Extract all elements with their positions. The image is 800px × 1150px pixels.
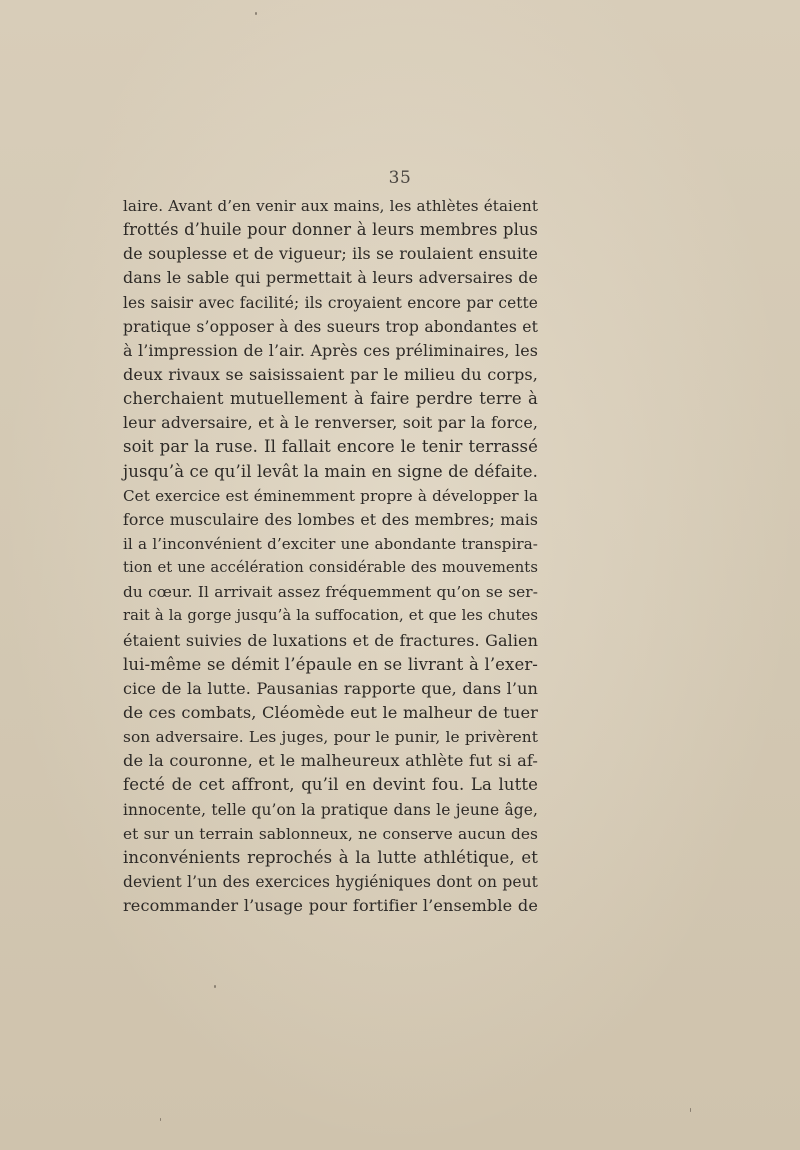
text-line: rait à la gorge jusqu’à la suffocation, et que les chutes	[123, 607, 538, 625]
text-line: deux rivaux se saisissaient par le milieu du corps,	[123, 364, 538, 384]
body-text	[123, 194, 538, 918]
text-line: et sur un terrain sablonneux, ne conserve aucun des	[123, 824, 538, 843]
text-line: laire. Avant d’en venir aux mains, les athlètes étaient	[123, 197, 538, 215]
text-line: cice de la lutte. Pausanias rapporte que, dans l’un	[123, 678, 538, 698]
text-line: du cœur. Il arrivait assez fréquemment qu’on se ser-	[123, 583, 538, 602]
text-line: de la couronne, et le malheureux athlète fut si af-	[123, 751, 538, 771]
text-line: fecté de cet affront, qu’il en devint fou. La lutte	[123, 775, 538, 795]
paper-speck	[255, 12, 257, 15]
paper-speck	[214, 985, 216, 988]
paper-speck	[160, 1118, 161, 1121]
text-line: étaient suivies de luxations et de fractures. Galien	[123, 630, 538, 650]
text-line: frottés d’huile pour donner à leurs membres plus	[123, 220, 538, 240]
text-line: force musculaire des lombes et des membres; mais	[123, 509, 538, 529]
page-number: 35	[388, 168, 412, 188]
text-line: les saisir avec facilité; ils croyaient encore par cette	[123, 293, 538, 312]
text-line: inconvénients reprochés à la lutte athlétique, et	[123, 847, 538, 867]
text-line: son adversaire. Les juges, pour le punir, le privèrent	[123, 728, 538, 747]
text-line: soit par la ruse. Il fallait encore le tenir terrassé	[123, 437, 538, 457]
text-line: de souplesse et de vigueur; ils se roulaient ensuite	[123, 244, 538, 264]
text-line: jusqu’à ce qu’il levât la main en signe de défaite.	[123, 461, 538, 481]
text-line: pratique s’opposer à des sueurs trop abondantes et	[123, 317, 538, 336]
text-line: leur adversaire, et à le renverser, soit par la force,	[123, 413, 538, 433]
text-line: à l’impression de l’air. Après ces préliminaires, les	[123, 340, 538, 360]
text-line: il a l’inconvénient d’exciter une abondante transpira-	[123, 534, 538, 553]
text-line: lui-même se démit l’épaule en se livrant à l’exer-	[123, 654, 538, 674]
paper-speck	[690, 1108, 691, 1112]
text-line: innocente, telle qu’on la pratique dans le jeune âge,	[123, 800, 538, 819]
text-line: de ces combats, Cléomède eut le malheur de tuer	[123, 702, 538, 722]
text-line: tion et une accélération considérable des mouvements	[123, 559, 538, 577]
text-line: devient l’un des exercices hygiéniques dont on peut	[123, 872, 538, 891]
text-line: recommander l’usage pour fortifier l’ensemble de	[123, 896, 538, 916]
text-line: cherchaient mutuellement à faire perdre terre à	[123, 389, 538, 409]
text-line: Cet exercice est éminemment propre à développer la	[123, 486, 538, 505]
text-line: dans le sable qui permettait à leurs adversaires de	[123, 268, 538, 288]
